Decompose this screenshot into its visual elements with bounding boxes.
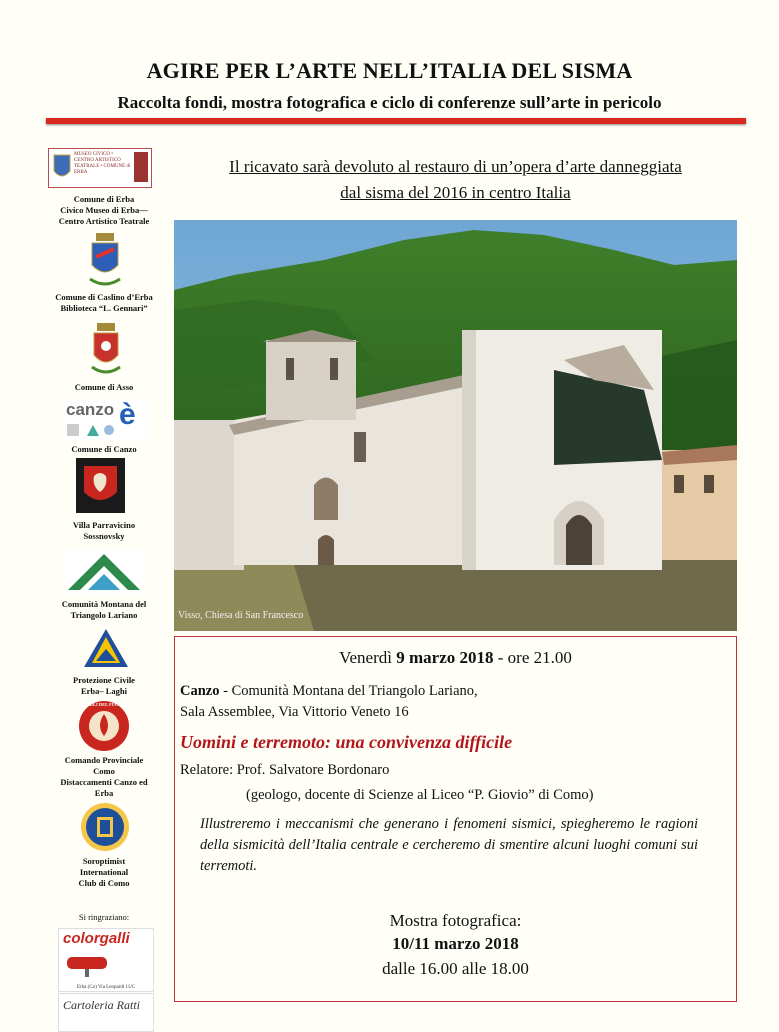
cartoleria-logo: Cartoleria Ratti [63,998,141,1012]
event-day: Venerdì [339,648,392,667]
event-address: Sala Assemblee, Via Vittorio Veneto 16 [180,704,409,720]
sponsor-vigili-del-fuoco: Comando Provinciale Como Distaccamenti Canzo ed Erba [60,755,148,798]
erba-logo-text: MUSEO CIVICO • CENTRO ARTISTICO TEATRALE • COMUNE di ERBA [74,152,131,175]
intro-line-2: dal sisma del 2016 in centro Italia [340,183,571,202]
talk-title: Uomini e terremoto: una convivenza difficile [180,732,513,752]
mountains-logo-icon [64,550,144,594]
thanks-label: Si ringraziano: [78,912,130,922]
sponsor-caslino: Comune di Caslino d’Erba Biblioteca “L. Gennari” [55,292,153,313]
event-location [180,681,478,723]
erba-museum-logo [48,148,152,188]
soroptimist-emblem-icon [80,802,130,852]
photo-caption: Visso, Chiesa di San Francesco [178,610,304,621]
paint-roller-icon [65,953,115,977]
event-date-line [174,648,737,668]
cartoleria-ad [58,993,154,1032]
firefighters-badge-icon [78,700,130,752]
church-photo [174,220,737,631]
speaker: Relatore: Prof. Salvatore Bordonaro [180,762,390,778]
sponsor-soroptimist: Soroptimist International Club di Como [78,856,130,888]
sponsor-protezione-civile: Protezione Civile Erba– Laghi [73,675,135,696]
exhibition-label: Mostra fotografica: [389,911,522,930]
event-town: Canzo [180,683,220,699]
colorgalli-logo: colorgalli [63,930,130,947]
talk-description: Illustreremo i meccanismi che generano i fenomeni sismici, spiegheremo le ragioni della sismicità dell’Italia centrale e cercheremo di smentire alcuni luoghi comuni sui terremoti. [200,816,698,874]
event-venue: - Comunità Montana del Triangolo Lariano, [223,683,478,699]
colorgalli-ad [58,928,154,992]
canzo-logo [63,400,147,440]
firefighters-logo-text: VIGILI DEL FUOCO [82,702,126,707]
erba-logo-mark [134,152,148,182]
canzo-logo-text: canzo [66,400,115,419]
exhibition-dates: 10/11 marzo 2018 [392,934,519,953]
asso-coat-of-arms-icon [86,321,126,377]
colorgalli-address: Erba (Co) Via Leopardi 11/C [76,985,136,990]
firefighters-logo [78,700,130,752]
civil-protection-icon [82,627,130,669]
sponsor-villa: Villa Parravicino Sossnovsky [72,520,136,541]
header-divider [46,118,746,124]
sponsor-comunita-montana: Comunità Montana del Triangolo Lariano [61,599,147,620]
poster-subtitle: Raccolta fondi, mostra fotografica e ciclo di conferenze sull’arte in pericolo [117,93,662,112]
poster-title: AGIRE PER L’ARTE NELL’ITALIA DEL SISMA [146,58,633,83]
event-time: - ore 21.00 [497,648,572,667]
intro-line-1: Il ricavato sarà devoluto al restauro di un’opera d’arte danneggiata [229,157,682,176]
caslino-coat-of-arms-icon [82,231,128,287]
villa-logo [76,458,125,513]
speaker-affiliation: (geologo, docente di Scienze al Liceo “P. Giovio” di Como) [246,787,594,803]
erba-shield-icon [52,153,72,183]
event-date: 9 marzo 2018 [396,648,494,667]
griffin-icon [76,458,125,513]
canzo-icons [65,422,117,440]
sponsor-canzo: Comune di Canzo [71,444,137,454]
sponsor-erba: Comune di Erba Civico Museo di Erba— Centro Artistico Teatrale [58,194,150,226]
sponsor-asso: Comune di Asso [74,382,134,392]
exhibition-hours: dalle 16.00 alle 18.00 [382,959,529,978]
canzo-logo-e: è [119,398,136,431]
